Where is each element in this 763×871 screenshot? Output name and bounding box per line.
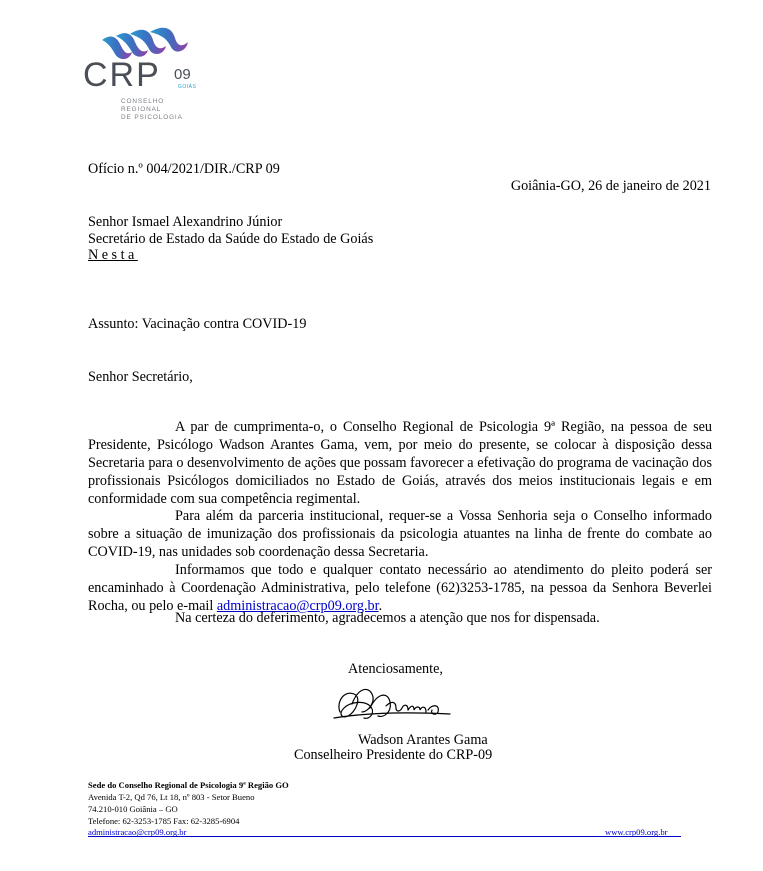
body-paragraph-contact: Informamos que todo e qualquer contato necessário ao atendimento do pleito poderá ser encaminhado à Coordenação Administrativa, pelo telefone (62)3253-1785, na pessoa da Senhora Beverlei Rocha, ou pelo e-mail administracao@crp09.org.br.: [88, 562, 712, 614]
footer-phones: Telefone: 62-3253-1785 Fax: 62-3285-6904: [88, 816, 240, 826]
addressee-location: Nesta: [88, 247, 138, 263]
logo-subtitle-line: REGIONAL: [121, 106, 162, 113]
place-date: Goiânia-GO, 26 de janeiro de 2021: [510, 178, 711, 194]
logo-subtitle-line: DE PSICOLOGIA: [121, 114, 183, 121]
footer-heading: Sede do Conselho Regional de Psicologia 9ª Região GO: [88, 780, 289, 790]
footer-postal: 74.210-010 Goiânia – GO: [88, 804, 178, 814]
addressee-title: Secretário de Estado da Saúde do Estado de Goiás: [88, 231, 374, 247]
letter-reference: Ofício n.º 004/2021/DIR./CRP 09: [88, 161, 280, 177]
footer-divider: [88, 836, 681, 837]
signatory-title: Conselheiro Presidente do CRP-09: [294, 747, 493, 763]
body-paragraph: Para além da parceria institucional, requer-se a Vossa Senhoria seja o Conselho informado sobre a situação de imunização dos profissionais da psicologia atuantes na linha de frente do combate ao COVID-19, nas unidades sob coordenação dessa Secretaria.: [88, 508, 712, 560]
logo-waves: [102, 28, 188, 59]
signatory-name: Wadson Arantes Gama: [358, 732, 488, 748]
closing: Atenciosamente,: [348, 661, 443, 677]
footer-address: Avenida T-2, Qd 76, Lt 18, nº 803 - Setor Bueno: [88, 792, 255, 802]
contact-text: Informamos que todo e qualquer contato necessário ao atendimento do pleito poderá ser encaminhado à Coordenação Administrativa, pelo telefone (62)3253-1785, na pessoa da Senhora Beverlei Rocha, ou pelo e-mail: [88, 562, 712, 614]
footer-email-link[interactable]: administracao@crp09.org.br: [88, 827, 187, 837]
signature-image: [330, 682, 470, 726]
logo-subtitle-line: CONSELHO: [121, 98, 165, 105]
email-link[interactable]: administracao@crp09.org.br: [216, 598, 379, 614]
logo-state: GOIÁS: [178, 84, 197, 90]
footer-website-link[interactable]: www.crp09.org.br: [605, 827, 668, 837]
subject-line: Assunto: Vacinação contra COVID-19: [88, 316, 307, 332]
body-paragraph: A par de cumprimenta-o, o Conselho Regional de Psicologia 9ª Região, na pessoa de seu Presidente, Psicólogo Wadson Arantes Gama, vem, por meio do presente, se colocar à disposição dessa Secretaria para o desenvolvimento de ações que possam favorecer a efetivação do programa de vacinação dos profissionais Psicólogos domiciliados no Estado de Goiás, através dos meios institucionais legais e em conformidade com sua competência regimental.: [88, 419, 712, 507]
body-paragraph: Na certeza do deferimento, agradecemos a atenção que nos for dispensada.: [175, 610, 600, 626]
logo-number: 09: [174, 66, 191, 83]
logo-acronym: CRP: [83, 56, 161, 94]
salutation: Senhor Secretário,: [88, 369, 193, 385]
addressee-name: Senhor Ismael Alexandrino Júnior: [88, 214, 283, 230]
